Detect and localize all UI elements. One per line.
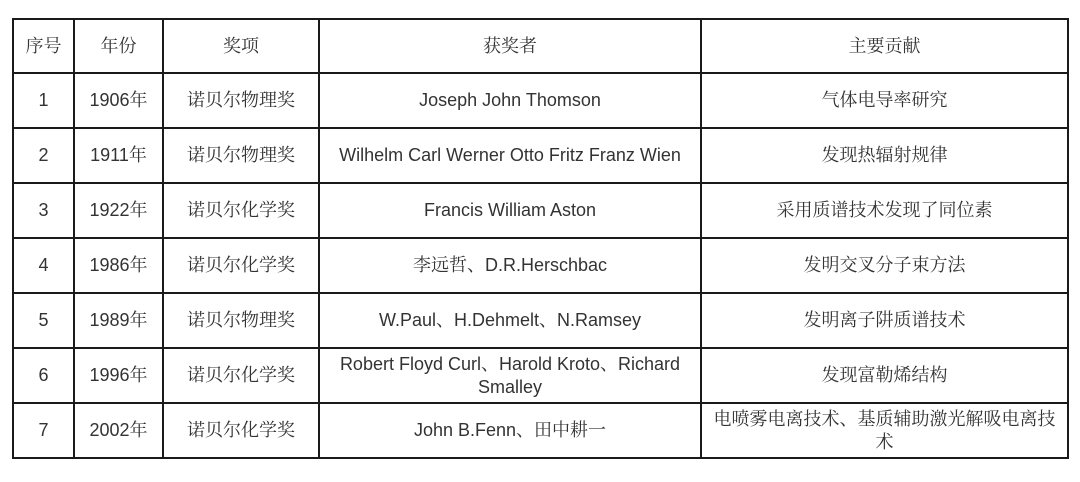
- cell-contribution: 电喷雾电离技术、基质辅助激光解吸电离技术: [701, 403, 1068, 458]
- cell-award: 诺贝尔物理奖: [163, 128, 319, 183]
- column-header-winners: 获奖者: [319, 19, 701, 73]
- table-row: [13, 183, 1068, 238]
- cell-contribution: 发明交叉分子束方法: [701, 238, 1068, 293]
- cell-winners: John B.Fenn、田中耕一: [319, 403, 701, 458]
- cell-award: 诺贝尔化学奖: [163, 238, 319, 293]
- column-header-year: 年份: [74, 19, 163, 73]
- cell-winners: 李远哲、D.R.Herschbac: [319, 238, 701, 293]
- cell-year: 1996年: [74, 348, 163, 403]
- cell-year: 1989年: [74, 293, 163, 348]
- cell-winners: Francis William Aston: [319, 183, 701, 238]
- cell-no: 1: [13, 73, 74, 128]
- cell-winners: Robert Floyd Curl、Harold Kroto、Richard Smalley: [319, 348, 701, 403]
- cell-year: 1922年: [74, 183, 163, 238]
- table-row: [13, 128, 1068, 183]
- table-row: [13, 73, 1068, 128]
- cell-no: 7: [13, 403, 74, 458]
- cell-year: 1986年: [74, 238, 163, 293]
- cell-no: 5: [13, 293, 74, 348]
- table-row: [13, 403, 1068, 458]
- cell-winners: W.Paul、H.Dehmelt、N.Ramsey: [319, 293, 701, 348]
- cell-contribution: 发现热辐射规律: [701, 128, 1068, 183]
- table-row: [13, 238, 1068, 293]
- cell-award: 诺贝尔化学奖: [163, 403, 319, 458]
- cell-no: 3: [13, 183, 74, 238]
- cell-contribution: 发明离子阱质谱技术: [701, 293, 1068, 348]
- cell-year: 2002年: [74, 403, 163, 458]
- column-header-contribution: 主要贡献: [701, 19, 1068, 73]
- cell-year: 1911年: [74, 128, 163, 183]
- cell-contribution: 发现富勒烯结构: [701, 348, 1068, 403]
- cell-award: 诺贝尔化学奖: [163, 183, 319, 238]
- cell-no: 2: [13, 128, 74, 183]
- cell-award: 诺贝尔物理奖: [163, 293, 319, 348]
- column-header-no: 序号: [13, 19, 74, 73]
- cell-winners: Joseph John Thomson: [319, 73, 701, 128]
- nobel-prize-table: [12, 18, 1069, 459]
- cell-no: 6: [13, 348, 74, 403]
- cell-winners: Wilhelm Carl Werner Otto Fritz Franz Wien: [319, 128, 701, 183]
- cell-no: 4: [13, 238, 74, 293]
- cell-award: 诺贝尔化学奖: [163, 348, 319, 403]
- cell-year: 1906年: [74, 73, 163, 128]
- cell-contribution: 采用质谱技术发现了同位素: [701, 183, 1068, 238]
- cell-award: 诺贝尔物理奖: [163, 73, 319, 128]
- table-row: [13, 348, 1068, 403]
- cell-contribution: 气体电导率研究: [701, 73, 1068, 128]
- column-header-award: 奖项: [163, 19, 319, 73]
- table-row: [13, 293, 1068, 348]
- table-header-row: [13, 19, 1068, 73]
